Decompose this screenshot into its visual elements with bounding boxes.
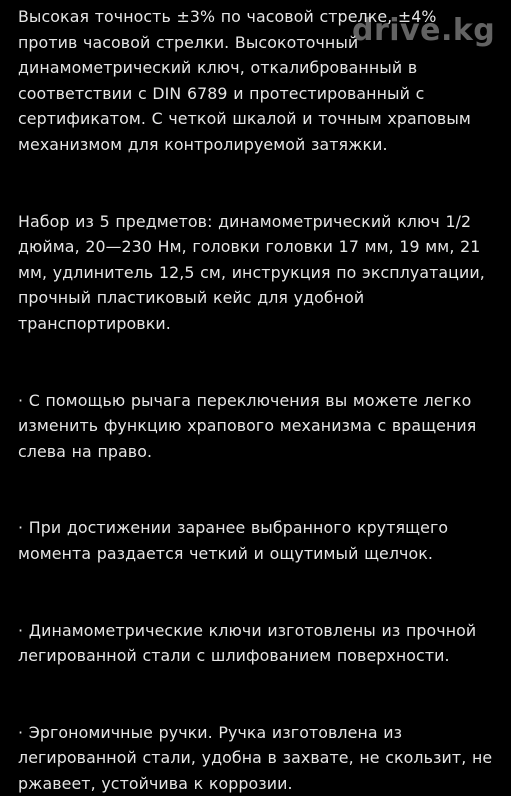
click-signal-bullet: · При достижении заранее выбранного крутящего момента раздается четкий и ощутимый щелчок.: [18, 518, 449, 563]
ratchet-lever-bullet: · С помощью рычага переключения вы можете легко изменить функцию храпового механизма с вращения слева на право.: [18, 390, 477, 461]
watermark-logo: drive.kg: [352, 13, 496, 48]
material-bullet: · Динамометрические ключи изготовлены из прочной легированной стали с шлифованием поверхности.: [18, 620, 477, 666]
description-text: [18, 4, 496, 796]
set-contents-paragraph: Набор из 5 предметов: динамометрический ключ 1/2 дюйма, 20—230 Нм, головки головки 17 мм, 19 мм, 21 мм, удлинитель 12,5 см, инструкция по эксплуатации, прочный пластиковый кейс для удобной транспортировки.: [18, 211, 485, 333]
ergonomic-handle-bullet: · Эргономичные ручки. Ручка изготовлена из легированной стали, удобна в захвате, не скользит, не ржавеет, устойчива к коррозии.: [18, 722, 493, 793]
accuracy-paragraph: Высокая точность ±3% по часовой стрелке, ±4% против часовой стрелки. Высокоточный динамометрический ключ, откалиброванный в соответствии с DIN 6789 и протестированный с сертификатом. С четкой шкалой и точным храповым механизмом для контролируемой затяжки.: [18, 7, 471, 154]
